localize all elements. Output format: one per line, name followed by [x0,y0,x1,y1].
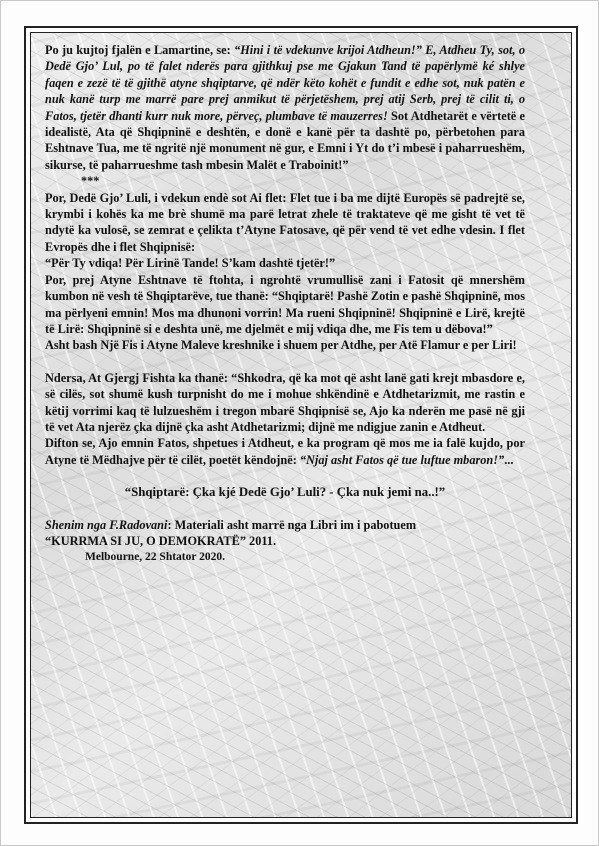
paragraph-voice: Por, prej Atyne Eshtnave të ftohta, i ngrohtë vrumullisë zani i Fatosit që mnershëm kumbon në vesh të Shqiptarëve, tue thanë: “Shqiptarë! Pashë Zotin e pashë Shqipninë, mos ma përlyeni emnin! Mos ma dhunoni vorrin! Ma rueni Shqipninë! Shqipninë e Lirë, krejtë të Lirë: Shqipninë si e deshta unë, me djelmët e mij vdiqa dhe, me Fis tem u dëbova!” [45,272,525,336]
lamartine-quote: “Hini i të vdekunve krijoi Atdheun!” E, Atdheu Ty, sot, o Dedë Gjo’ Lul, po të falet nderës para gjithkuj pse me Gjakun Tand të papërlymë ké shlye faqen e zezë të të gjithë atyne shqiptarve, që ndër këto kohët e fundit e edhe sot, nuk patën e nuk kanë turp me marrë pare prej anmikut të përjetëshem, prej atij Serb, prej të cilit ti, o Fatos, tjetër dhanti kurr nuk more, përveç, plumbave të mauzerres! [45,43,526,123]
book-title: “KURRMA SI JU, O DEMOKRATË” 2011. [45,533,277,548]
note-label: Shenim nga F.Radovani [45,517,168,532]
closing-quote: “Shqiptarë: Çka kjé Dedë Gjo’ Luli? - Çka nuk jemi na..!” [124,485,446,500]
poets-quote: “Njaj asht Fatos që tue luftue mbaron!” [299,452,505,467]
paragraph-fatos: Difton se, Ajo emnin Fatos, shpetues i Atdheut, e ka program që mos me ia falë kujdo, por Atyne të Mëdhajve për të cilët, poetët këndojnë: “Njaj asht Fatos që tue luftue mbaron!”... [45,436,525,467]
author-note: Shenim nga F.Radovani: Materiali asht marrë nga Libri im i pabotuem [45,517,417,532]
paragraph-europe: Por, Dedë Gjo’ Luli, i vdekun endè sot Ai flet: Flet tue i ba me dijtë Europës së padrejtë se, krymbi i kohës ka me brè shumë ma parë letrat zhele të traktateve që me gisht të vet të ndytë ka vulosë, se zemrat e çelikta t’Atyne Fatosave, që për vend të vet edhe vdesin. I flet Evropës dhe i flet Shqipnisë: [45,190,525,254]
spacer [45,354,525,370]
date-line: Melbourne, 22 Shtator 2020. [85,551,226,564]
paragraph-fishta: Ndersa, At Gjergj Fishta ka thanë: “Shkodra, që ka mot që asht lanë gati krejt mbasdore e, së cilës, sot shumë kush turpnisht do me i mohue shkëndinë e Atdhetarizmit, me rastin e këtij vorrimi kaq të lulzueshëm i tregon mbarë Shqipnisë se, Ajo ka nderën me pasë në gji të vet Ata njerëz çka dijnë çka asht Atdhetarizmi; dijnë me ndigjue zanin e Atdheut. [45,370,525,434]
paragraph-died-for-you: “Për Ty vdiqa! Për Lirinë Tande! S’kam dashtë tjetër!” [45,256,336,271]
paragraph-lamartine: Po ju kujtoj fjalën e Lamartine, se: “Hini i të vdekunve krijoi Atdheun!” E, Atdheu Ty, sot, o Dedë Gjo’ Lul, po të falet nderës para gjithkuj pse me Gjakun Tand të papërlymë ké shlye faqen e zezë të të gjithë atyne shqiptarve, që ndër këto kohët e fundit e edhe sot, nuk patën e nuk kanë turp me marrë pare prej anmikut të përjetëshem, prej atij Serb, prej të cilit ti, o Fatos, tjetër dhanti kurr nuk more, përveç, plumbave të mauzerres! Sot Atdhetarët e vërtetë e idealistë, Ata që Shqipninë e deshtën, e donë e kanë për ta dashtë po, përbetohen para Eshtnave Tua, me të ngritë një monument në gur, e Emni i Yt do t’i mbesë i paharrueshëm, sikurse, të paharrueshme tash mbesin Malët e Traboinit!” [45,43,526,172]
section-separator: *** [81,174,100,189]
spacer [45,501,525,517]
paragraph-tribe: Asht bash Një Fis i Atyne Maleve kreshnike i shuem per Atdhe, per Atë Flamur e per Liri! [45,338,517,353]
spacer [45,468,525,484]
document-body [45,42,525,566]
